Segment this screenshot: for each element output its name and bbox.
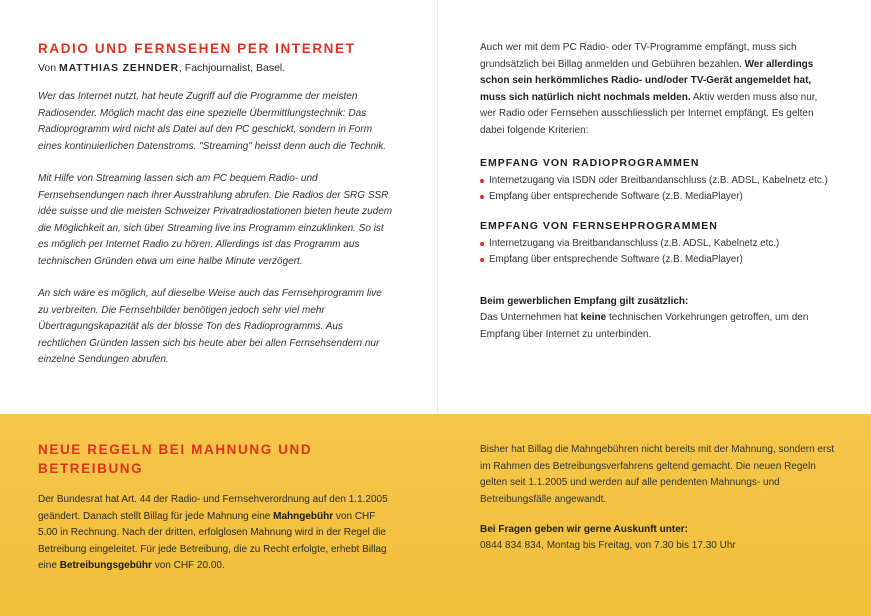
enforcement-fee-bold: Betreibungsgebühr [59,560,152,571]
list-item-text: Empfang über entsprechende Software (z.B. MediaPlayer) [489,191,743,202]
reminder-paragraph [38,492,390,575]
reminder-text-c: von CHF 20.00. [151,560,225,571]
reminder-title [38,440,390,478]
byline-suffix: , Fachjournalist, Basel. [178,62,286,74]
reminder-title-line1: NEUE REGELN BEI MAHNUNG UND [38,442,313,457]
byline [38,61,393,75]
reminder-fee-bold: Mahngebühr [273,510,334,522]
list-item-text: Empfang über entsprechende Software (z.B. MediaPlayer) [489,254,743,265]
registration-text-a: Auch wer mit dem PC Radio- oder TV-Programme empfängt, muss sich grundsätzlich bei Billag anmelden und Gebühren bezahlen. [480,42,797,70]
bullet-dot-icon [480,195,484,199]
radio-criteria-list [480,173,836,205]
reminder-column-right [480,442,836,555]
list-item-text: Internetzugang via ISDN oder Breitbandanschluss (z.B. ADSL, Kabelnetz etc.) [489,175,828,186]
rules-paragraph [480,442,836,508]
radio-section-title: EMPFANG VON RADIOPROGRAMMEN [480,157,700,169]
bullet-dot-icon [480,258,484,262]
intro-paragraph-3: An sich wäre es möglich, auf dieselbe Weise auch das Fernsehprogramm live zu verbreiten. Die Fernsehbilder benötigen jedoch sehr viel mehr Übertragungskapazität als der blosse Ton des Radioprogramms. Aus rechtlichen Gründen lassen sich bis heute aber bei allen Fernsehsendern nur einzelne Sendungen abrufen. [38,288,382,365]
byline-prefix: Von [38,62,60,74]
reminder-column-left [38,440,390,575]
article-column-left [38,40,393,369]
rules-date: 1.1.2005 [528,477,568,488]
rules-text-a: Bisher hat Billag die Mahngebühren nicht bereits mit der Mahnung, sondern erst im Rahmen des Betreibungsverfahrens geltend gemacht. Die neuen Regeln gelten seit [480,444,835,488]
commercial-paragraph [480,310,836,343]
list-item [480,236,836,252]
contact-line: 0844 834 834, Montag bis Freitag, von 7.30 bis 17.30 Uhr [480,540,736,551]
tv-criteria-list [480,236,836,268]
article-title: RADIO UND FERNSEHEN PER INTERNET [38,41,356,56]
list-item [480,189,836,205]
contact-title: Bei Fragen geben wir gerne Auskunft unter: [480,524,688,535]
reminder-title-line2: BETREIBUNG [38,461,144,476]
byline-author: MATTHIAS ZEHNDER [59,62,179,74]
commercial-text-bold: keine [580,312,607,323]
registration-text-bold: Wer allerdings schon sein herkömmliches Radio- und/oder TV-Gerät angemeldet hat, muss sich natürlich nicht nochmals melden. [480,58,814,103]
article-column-right [480,40,836,343]
bullet-dot-icon [480,242,484,246]
intro-paragraph-2: Mit Hilfe von Streaming lassen sich am PC bequem Radio- und Fernsehsendungen nach ihrer Ausstrahlung abrufen. Die Radios der SRG SSR idée suisse und die meisten Schweizer Privatradiostationen bieten heute zudem die Möglichkeit an, sich über Streaming live ins Programm einzuklinken. So ist es möglich per Internet Radio zu hören. Allerdings ist das Programm aus technischen Gründen etwa um eine halbe Minute verzögert. [38,173,393,267]
list-item [480,173,836,189]
tv-section-title: EMPFANG VON FERNSEHPROGRAMMEN [480,220,718,232]
list-item-text: Internetzugang via Breitbandanschluss (z.B. ADSL, Kabelnetz etc.) [489,238,780,249]
reminder-text-a: Der Bundesrat hat Art. 44 der Radio- und Fernsehverordnung auf den 1.1.2005 geändert. Danach stellt Billag für jede Mahnung eine [38,494,388,522]
commercial-title: Beim gewerblichen Empfang gilt zusätzlich: [480,296,689,307]
reminder-text-b: von CHF 5.00 in Rechnung. Nach der dritten, erfolglosen Mahnung wird in der Regel die Betreibung eingeleitet. Für jede Betreibung, die zu Recht erfolgte, erhebt Billag eine [38,510,387,571]
intro-paragraph-1: Wer das Internet nutzt, hat heute Zugriff auf die Programme der meisten Radiosender. Möglich macht das eine spezielle Übermittlungstechnik: Das Radioprogramm wird nicht als Datei auf den PC geschickt, sondern in Form eines kontinuierlichen Datenstroms. "Streaming" heisst denn auch die Technik. [38,91,387,152]
bullet-dot-icon [480,179,484,183]
rules-text-b: und werden auf alle pendenten Mahnungs- und Betreibungsfälle angewandt. [480,477,780,505]
commercial-text-b: technischen Vorkehrungen getroffen, um den Empfang über Internet zu unterbinden. [480,312,809,340]
registration-paragraph [480,40,836,139]
registration-text-b: Aktiv werden muss also nur, wer Radio oder Fernsehen ausschliesslich per Internet empfängt. Es gelten dabei folgende Kriterien: [480,91,818,136]
list-item [480,252,836,268]
commercial-text-a: Das Unternehmen hat [480,312,581,323]
